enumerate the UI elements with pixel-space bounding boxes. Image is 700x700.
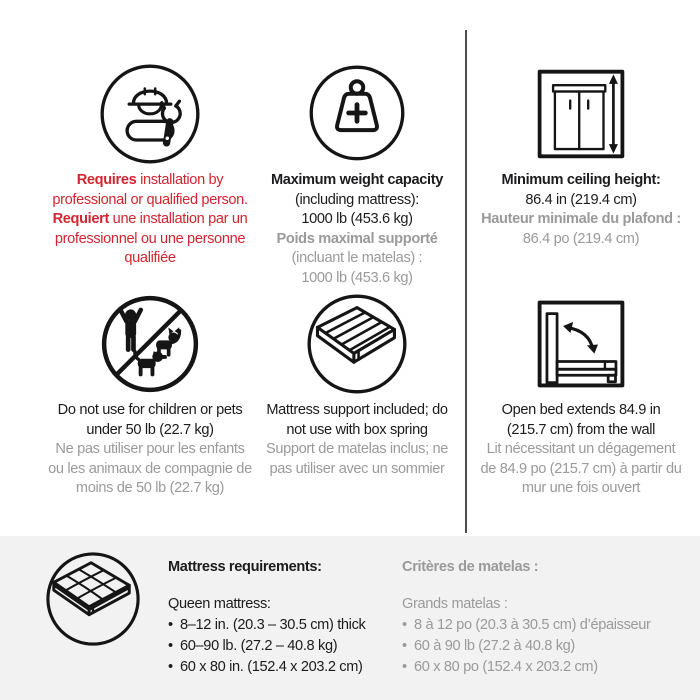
- text-line: Minimum ceiling height:: [501, 172, 661, 188]
- spec-item: • 60–90 lb. (27.2 – 40.8 kg): [168, 636, 365, 657]
- text-line: pas utiliser avec un sommier: [269, 460, 445, 477]
- mattress-type-fr: Grands matelas :: [402, 596, 508, 612]
- text-line: de 84.9 po (215.7 cm) à partir du: [480, 460, 682, 477]
- ceiling-height-block: [471, 60, 691, 249]
- text-line: mur une fois ouvert: [521, 480, 641, 496]
- text-line: (215.7 cm) from the wall: [506, 421, 656, 438]
- max-weight-text-en: [252, 171, 462, 230]
- open-bed-text-en: [471, 401, 691, 440]
- no-children-pets-icon: [99, 293, 201, 395]
- spec-item: • 8 à 12 po (20.3 à 30.5 cm) d’épaisseur: [402, 615, 651, 636]
- mattress-requirements-fr: [402, 558, 651, 678]
- text-line: professionnel ou une personne: [54, 230, 246, 247]
- text-line: (incluant le matelas) :: [291, 250, 423, 266]
- text-line: Maximum weight capacity: [271, 172, 443, 188]
- mattress-support-icon: [252, 290, 462, 398]
- installation-text: [28, 171, 272, 269]
- vertical-divider: [465, 30, 467, 533]
- installation-requirement-block: [28, 60, 272, 269]
- no-children-pets-block: [28, 290, 272, 499]
- mattress-requirements-en: [168, 558, 365, 678]
- text-line: 1000 lb (453.6 kg): [301, 269, 413, 286]
- mattress-type-en: Queen mattress:: [168, 596, 271, 612]
- max-weight-text-fr: [252, 230, 462, 289]
- text-line: 86.4 po (219.4 cm): [522, 230, 640, 247]
- text-line: not use with box spring: [286, 421, 428, 438]
- text-line: Poids maximal supporté: [276, 230, 438, 247]
- spec-item: • 60 x 80 in. (152.4 x 203.2 cm): [168, 657, 365, 678]
- ceiling-height-icon: [471, 60, 691, 168]
- open-bed-icon: [535, 298, 627, 390]
- text-line: Lit nécessitant un dégagement: [486, 441, 676, 457]
- ceiling-height-icon: [536, 67, 626, 161]
- text-line: Support de matelas inclus; ne: [265, 441, 449, 457]
- ceiling-height-text-en: [471, 171, 691, 210]
- text-line: 1000 lb (453.6 kg): [301, 211, 413, 227]
- text-line: ou les animaux de compagnie de: [48, 460, 252, 477]
- text-line: Mattress support included; do: [266, 402, 448, 418]
- mattress-support-block: [252, 290, 462, 479]
- ceiling-height-text-fr: [471, 210, 691, 249]
- mattress-support-icon: [305, 292, 409, 396]
- installer-icon: [98, 62, 202, 166]
- mattress-icon: [44, 550, 142, 648]
- text-line: Hauteur minimale du plafond :: [481, 211, 681, 227]
- text-line: Requires installation by: [76, 172, 224, 188]
- mattress-icon: [44, 550, 142, 648]
- open-bed-icon: [471, 290, 691, 398]
- no-children-pets-text-fr: [28, 440, 272, 499]
- no-children-pets-text-en: [28, 401, 272, 440]
- open-bed-text-fr: [471, 440, 691, 499]
- spec-item: • 8–12 in. (20.3 – 30.5 cm) thick: [168, 615, 365, 636]
- mattress-requirements-title-en: Mattress requirements:: [168, 559, 322, 575]
- max-weight-block: [252, 60, 462, 288]
- text-line: Requiert une installation par un: [52, 211, 248, 227]
- text-line: qualifiée: [124, 250, 176, 266]
- installer-icon: [28, 60, 272, 168]
- max-weight-icon: [252, 60, 462, 168]
- text-line: Do not use for children or pets: [57, 402, 243, 418]
- text-line: Ne pas utiliser pour les enfants: [55, 441, 245, 457]
- text-line: Open bed extends 84.9 in: [501, 402, 661, 418]
- max-weight-icon: [305, 62, 409, 166]
- mattress-requirements-band: [0, 536, 700, 700]
- text-line: under 50 lb (22.7 kg): [86, 421, 214, 438]
- text-line: 86.4 in (219.4 cm): [525, 191, 637, 208]
- mattress-specs-fr: [402, 615, 651, 678]
- mattress-support-text-en: [252, 401, 462, 440]
- mattress-support-text-fr: [252, 440, 462, 479]
- mattress-specs-en: [168, 615, 365, 678]
- no-children-pets-icon: [28, 290, 272, 398]
- mattress-requirements-title-fr: Critères de matelas :: [402, 559, 539, 575]
- spec-item: • 60 x 80 po (152.4 x 203.2 cm): [402, 657, 651, 678]
- text-line: professional or qualified person.: [52, 191, 248, 208]
- open-bed-block: [471, 290, 691, 499]
- text-line: (including mattress):: [294, 191, 420, 208]
- spec-item: • 60 à 90 lb (27.2 à 40.8 kg): [402, 636, 651, 657]
- text-line: moins de 50 lb (22.7 kg): [75, 480, 225, 496]
